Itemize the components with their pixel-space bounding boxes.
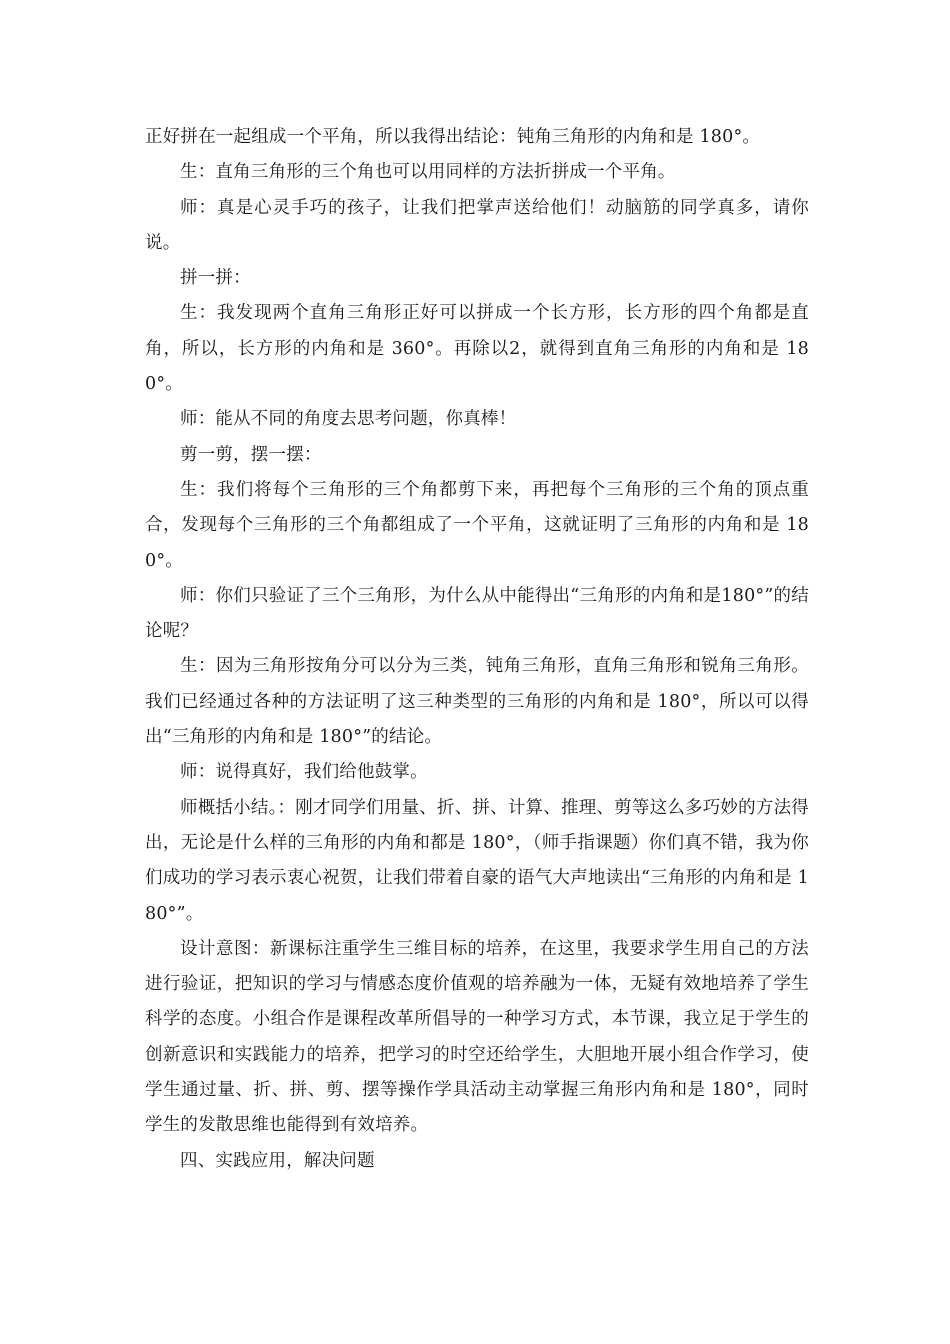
paragraph-6: 师：能从不同的角度去思考问题，你真棒！ [180,409,517,430]
paragraph-13: 设计意图：新课标注重学生三维目标的培养，在这里，我要求学生用自己的方法进行验证，把知识的学习与情感态度价值观的培养融为一体，无疑有效地培养了学生科学的态度。小组合作是课程改革所倡导的一种学习方式，本节课，我立足于学生的创新意识和实践能力的培养，把学习的时空还给学生，大胆地开展小组合作学习，使学生通过量、折、拼、剪、摆等操作学具活动主动掌握三角形内角和是 180°，同时学生的发散思维也能得到有效培养。 [145,938,809,1136]
paragraph-5: 生：我发现两个直角三角形正好可以拼成一个长方形，长方形的四个角都是直角，所以，长方形的内角和是 360°。再除以2，就得到直角三角形的内角和是 180°。 [145,303,809,395]
paragraph-1: 正好拼在一起组成一个平角，所以我得出结论：钝角三角形的内角和是 180°。 [145,127,761,147]
document-page [145,120,809,1179]
paragraph-12: 师概括小结。：刚才同学们用量、折、拼、计算、推理、剪等这么多巧妙的方法得出，无论是什么样的三角形的内角和都是 180°，（师手指课题）你们真不错，我为你们成功的学习表示衷心祝贺，让我们带着自豪的语气大声地读出“三角形的内角和是 180°”。 [145,797,809,924]
paragraph-9: 师：你们只验证了三个三角形，为什么从中能得出“三角形的内角和是180°”的结论呢？ [145,585,809,642]
paragraph-4: 拼一拼： [180,268,251,289]
paragraph-7: 剪一剪，摆一摆： [180,444,322,465]
section-heading: 四、实践应用，解决问题 [180,1150,375,1171]
paragraph-2: 生：直角三角形的三个角也可以用同样的方法折拼成一个平角。 [180,162,676,183]
paragraph-11: 师：说得真好，我们给他鼓掌。 [180,762,428,783]
paragraph-10: 生：因为三角形按角分可以分为三类，钝角三角形，直角三角形和锐角三角形。我们已经通过各种的方法证明了这三种类型的三角形的内角和是 180°，所以可以得出“三角形的内角和是 180°”的结论。 [145,656,809,748]
paragraph-8: 生：我们将每个三角形的三个角都剪下来，再把每个三角形的三个角的顶点重合，发现每个三角形的三个角都组成了一个平角，这就证明了三角形的内角和是 180°。 [145,479,809,571]
paragraph-3: 师：真是心灵手巧的孩子，让我们把掌声送给他们！动脑筋的同学真多，请你说。 [145,197,809,253]
